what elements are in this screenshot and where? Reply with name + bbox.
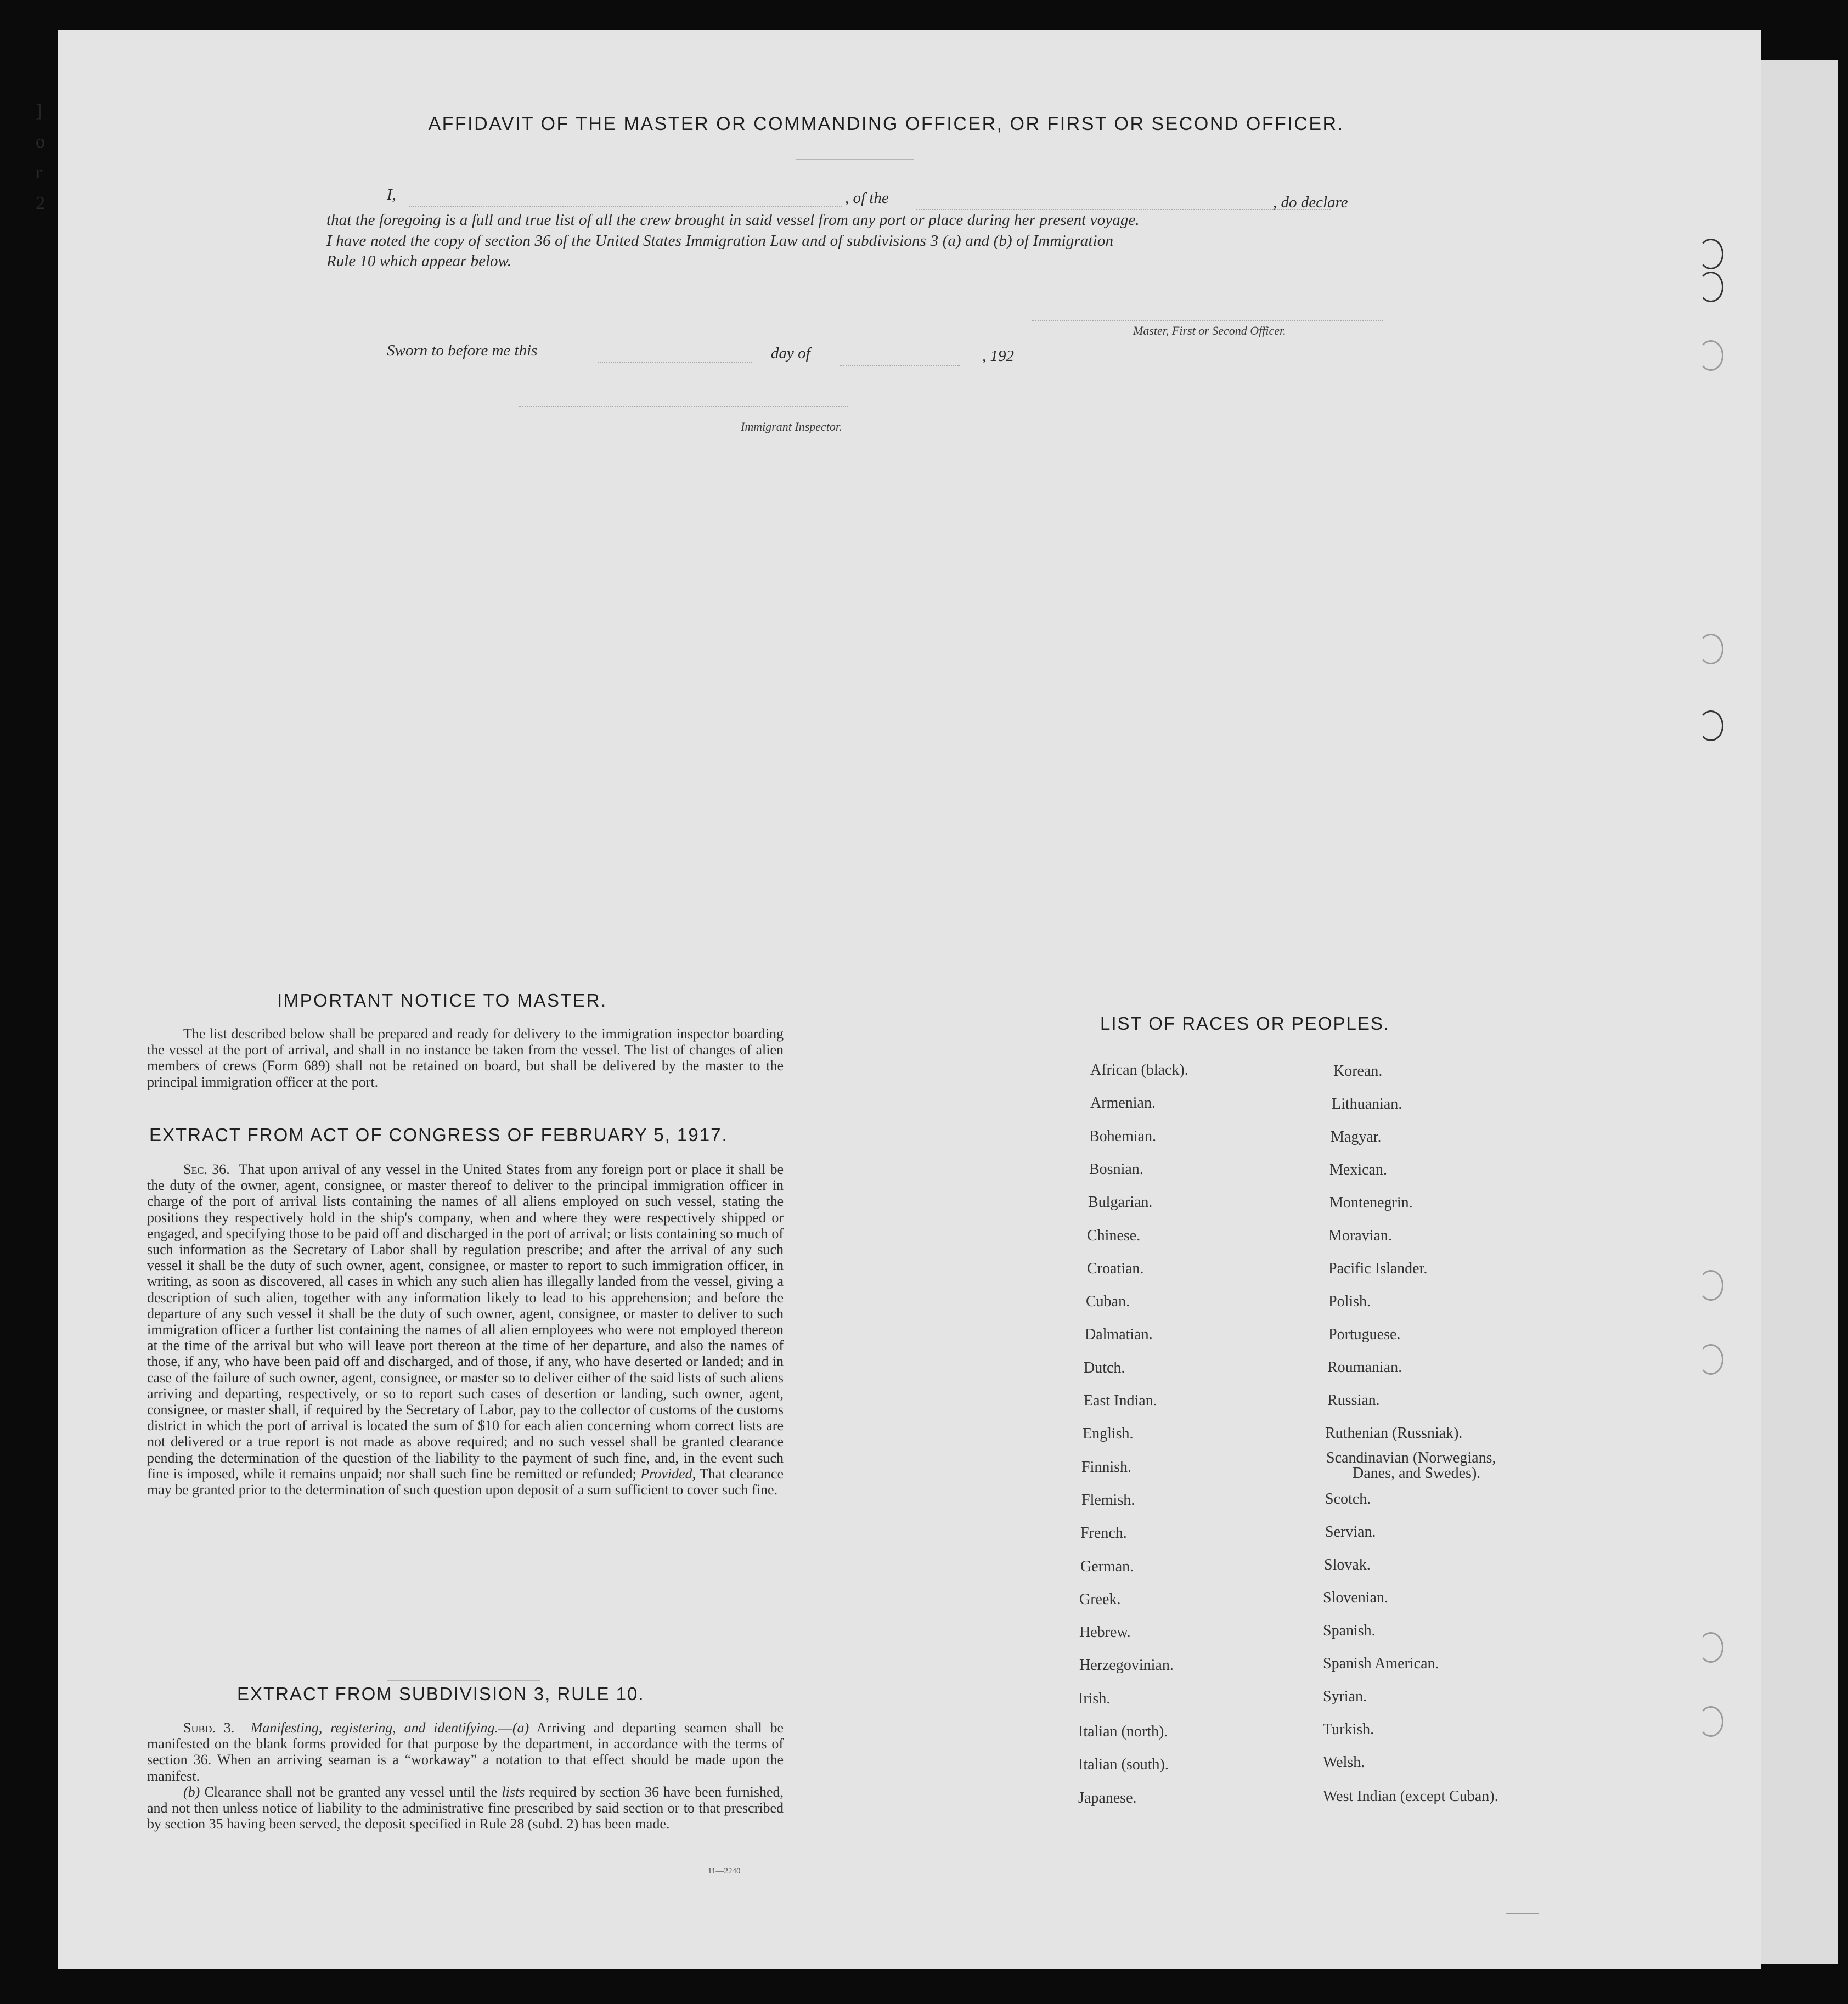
binding-hole xyxy=(28,1407,51,1439)
affidavit-of-the-label: , of the xyxy=(845,189,889,207)
subd-label: Subd. 3. xyxy=(183,1720,235,1736)
race-item: Italian (north). xyxy=(1078,1723,1168,1740)
margin-fragments xyxy=(36,96,69,219)
sworn-month-line xyxy=(840,365,960,366)
race-item: Hebrew. xyxy=(1079,1624,1131,1641)
act-extract-body xyxy=(147,1161,784,1498)
race-item: French. xyxy=(1080,1525,1127,1542)
section-divider xyxy=(387,1680,540,1681)
race-item: Turkish. xyxy=(1323,1721,1374,1738)
affidavit-i-label: I, xyxy=(387,186,396,204)
race-item: Spanish. xyxy=(1323,1622,1376,1639)
race-item: Bulgarian. xyxy=(1088,1194,1153,1211)
race-item: Moravian. xyxy=(1328,1227,1392,1244)
margin-fragment: 2 xyxy=(36,193,45,213)
race-item: Dutch. xyxy=(1084,1359,1125,1376)
pencil-mark xyxy=(1506,1913,1539,1914)
proviso-text: That clearance may be granted prior to the determination of such question upon deposit of a sum sufficient to cover such fine. xyxy=(147,1465,784,1498)
part-b-text-after: required by section 36 have been furnished, and not then unless notice of liability to the administrative fine prescribed by said section or to that prescribed by section 35 having been served, the deposit specified in Rule 28 (subd. 2) has been made. xyxy=(147,1783,784,1832)
race-item: Montenegrin. xyxy=(1329,1194,1413,1211)
binding-ring xyxy=(1698,239,1723,269)
master-name-line xyxy=(409,206,842,207)
sworn-label: Sworn to before me this xyxy=(387,342,538,359)
race-item: Portuguese. xyxy=(1328,1326,1401,1343)
race-item: German. xyxy=(1080,1557,1134,1575)
race-item: Mexican. xyxy=(1329,1161,1387,1178)
notice-text: The list described below shall be prepared and ready for delivery to the immigration inspector boarding the vessel at the port of arrival, and shall in no instance be taken from the vessel. The list of changes of alien members of crews (Form 689) shall not be retained on board, but shall be delivered by the master to the principal immigration officer at the port. xyxy=(147,1026,784,1090)
binding-ring xyxy=(1698,340,1723,371)
race-item: Cuban. xyxy=(1086,1293,1130,1311)
race-item: East Indian. xyxy=(1084,1392,1157,1409)
race-item: Chinese. xyxy=(1087,1227,1141,1244)
race-item: Flemish. xyxy=(1081,1491,1135,1509)
binding-ring xyxy=(1698,1632,1723,1663)
race-item: Korean. xyxy=(1333,1063,1383,1080)
race-item: Bohemian. xyxy=(1089,1127,1157,1145)
binding-ring xyxy=(1698,1270,1723,1301)
margin-fragment: r xyxy=(36,162,42,183)
signature-caption: Master, First or Second Officer. xyxy=(1133,324,1286,337)
race-item: Slovenian. xyxy=(1323,1589,1388,1606)
race-item: Ruthenian (Russniak). xyxy=(1325,1425,1463,1442)
part-b-label: (b) xyxy=(183,1783,200,1800)
binding-ring xyxy=(1698,710,1723,741)
races-title: LIST OF RACES OR PEOPLES. xyxy=(1100,1013,1390,1034)
notice-title: IMPORTANT NOTICE TO MASTER. xyxy=(277,990,607,1011)
act-extract-title: EXTRACT FROM ACT OF CONGRESS OF FEBRUARY 5, 1917. xyxy=(149,1125,728,1145)
section-label: Sec. 36. xyxy=(183,1161,230,1177)
race-item: Scotch. xyxy=(1325,1491,1371,1508)
affidavit-do-declare-label: , do declare xyxy=(1273,194,1348,211)
section-text: That upon arrival of any vessel in the United States from any foreign port or place it shall be the duty of the owner, agent, consignee, or master thereof to deliver to the principal immigration officer in charge of the port of arrival lists containing the names of all aliens employed on such vessel, stating the positions they respectively hold in the ship's company, when and where they were respectively shipped or engaged, and specifying those to be paid off and discharged in the port of arrival; or lists containing so much of such information as the Secretary of Labor shall by regulation prescribe; and after the arrival of any such vessel it shall be the duty of such owner, agent, consignee, or master to report to such immigration officer, in writing, as soon as discovered, all cases in which any such alien has illegally landed from the vessel, giving a description of such alien, together with any information likely to lead to his apprehension; and before the departure of any such vessel it shall be the duty of such owner, agent, consignee, or master to deliver to such immigration officer a further list containing the names of all alien employees who were not employed thereon at the time of the arrival but who will leave port thereon at the time of her departure, and also the names of those, if any, who have been paid off and discharged, and of those, if any, who have deserted or landed; and in case of the failure of such owner, agent, consignee, or master so to deliver either of the said lists of such aliens arriving and departing, respectively, or so to report such cases of desertion or landing, such owner, agent, consignee, or master shall, if required by the Secretary of Labor, pay to the collector of customs of the customs district in which the port of arrival is located the sum of $10 for each alien concerning whom correct lists are not delivered or a true report is not made as above required; and no such vessel shall be granted clearance pending the determination of the question of the liability to the payment of such fine, and, in the event such fine is imposed, while it remains unpaid; nor shall such fine be remitted or refunded; xyxy=(147,1161,784,1482)
declaration-line: that the foregoing is a full and true list of all the crew brought in said vessel from any port or place during her present voyage. xyxy=(326,211,1140,229)
rule-extract-title: EXTRACT FROM SUBDIVISION 3, RULE 10. xyxy=(237,1684,645,1704)
manifest-page xyxy=(36,30,1761,1969)
race-item: Spanish American. xyxy=(1323,1655,1439,1672)
binding-ring xyxy=(1698,1706,1723,1737)
race-item: African (black). xyxy=(1090,1062,1188,1079)
declaration-line: I have noted the copy of section 36 of the United States Immigration Law and of subdivisions 3 (a) and (b) of Immigration xyxy=(326,232,1114,250)
race-item: Magyar. xyxy=(1331,1128,1382,1145)
race-item: Bosnian. xyxy=(1089,1160,1143,1178)
race-item: Polish. xyxy=(1328,1293,1371,1310)
day-of-label: day of xyxy=(771,345,810,362)
part-a-label: (a) xyxy=(512,1720,529,1736)
race-item: Herzegovinian. xyxy=(1079,1657,1174,1674)
margin-fragment: ] xyxy=(36,101,42,121)
subd-heading: Manifesting, registering, and identifying. xyxy=(250,1720,498,1736)
binding-ring xyxy=(1698,1344,1723,1375)
notice-body xyxy=(147,1026,784,1090)
race-item: Russian. xyxy=(1327,1392,1380,1409)
race-item: Servian. xyxy=(1325,1523,1376,1540)
margin-fragment: o xyxy=(36,132,45,152)
race-item: West Indian (except Cuban). xyxy=(1323,1788,1498,1805)
part-b-lists: lists xyxy=(502,1783,525,1800)
officer-signature-line xyxy=(1032,320,1383,321)
year-label: , 192 xyxy=(982,347,1014,365)
race-item: Finnish. xyxy=(1081,1458,1132,1476)
form-number: 11—2240 xyxy=(708,1867,741,1876)
race-item: Slovak. xyxy=(1324,1556,1371,1573)
race-item: Dalmatian. xyxy=(1085,1326,1153,1343)
race-item: Lithuanian. xyxy=(1332,1096,1402,1113)
race-item: Croatian. xyxy=(1087,1260,1144,1277)
race-item: Greek. xyxy=(1079,1590,1121,1608)
race-item: Danes, and Swedes). xyxy=(1353,1465,1481,1482)
race-item: Italian (south). xyxy=(1078,1756,1169,1774)
affidavit-title: AFFIDAVIT OF THE MASTER OR COMMANDING OFFICER, OR FIRST OR SECOND OFFICER. xyxy=(428,114,1344,134)
binding-ring xyxy=(1698,272,1723,302)
binding-hole xyxy=(28,1336,51,1368)
declaration-line: Rule 10 which appear below. xyxy=(326,252,511,270)
title-divider xyxy=(796,159,914,160)
race-item: Japanese. xyxy=(1078,1789,1137,1807)
rule-extract-body: Subd. 3. Manifesting, registering, and identifying.—(a) Arriving and departing seamen shall be manifested on the blank forms provided for that purpose by the department, in accordance with the terms of section 36. When an arriving seaman is a “workaway” a notation to that effect should be made upon the manifest. (b) Clearance shall not be granted any vessel until the lists required by section 36 have been furnished, and not then unless notice of liability to the administrative fine prescribed by said section or to that prescribed by section 35 having been served, the deposit specified in Rule 28 (subd. 2) has been made. xyxy=(147,1720,784,1832)
proviso-label: Provided, xyxy=(640,1465,696,1482)
race-item: Roumanian. xyxy=(1327,1359,1402,1376)
part-b-text-before: Clearance shall not be granted any vessel until the xyxy=(204,1783,498,1800)
race-item: Irish. xyxy=(1078,1690,1111,1707)
race-item: English. xyxy=(1083,1425,1134,1443)
race-item: Welsh. xyxy=(1323,1754,1365,1771)
vessel-name-line xyxy=(916,209,1331,210)
race-item: Armenian. xyxy=(1090,1094,1156,1112)
race-item: Scandinavian (Norwegians, xyxy=(1326,1449,1496,1466)
binding-hole xyxy=(28,1265,51,1296)
race-item: Syrian. xyxy=(1323,1688,1367,1705)
inspector-caption: Immigrant Inspector. xyxy=(741,420,842,433)
part-a-text: Arriving and departing seamen shall be manifested on the blank forms provided for that purpose by the department, in accordance with the terms of section 36. When an arriving seaman is a “workaway” a notation to that effect should be made upon the manifest. xyxy=(147,1720,784,1784)
race-item: Pacific Islander. xyxy=(1328,1260,1428,1277)
binding-ring xyxy=(1698,634,1723,664)
inspector-signature-line xyxy=(519,406,848,407)
sworn-day-line xyxy=(598,362,752,363)
